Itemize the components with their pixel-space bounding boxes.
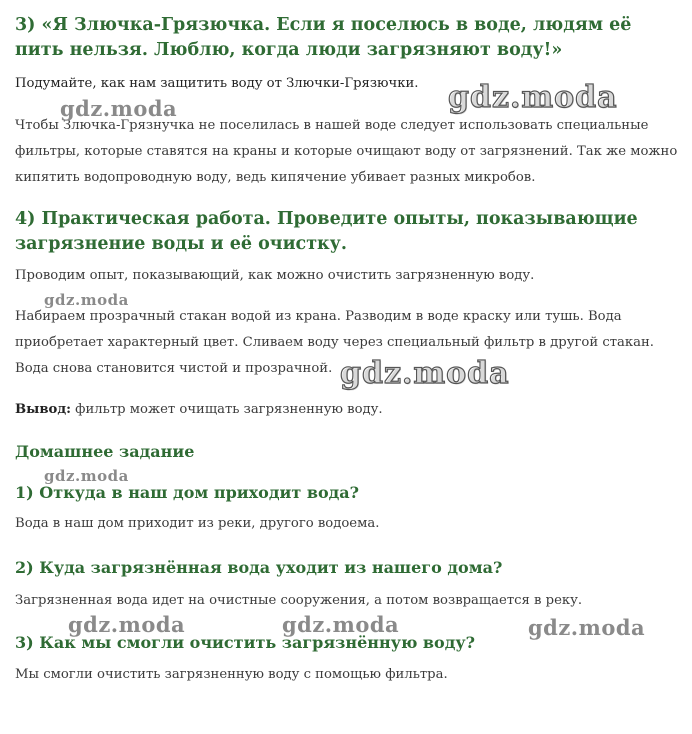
watermark-logo: gdz.moda bbox=[68, 612, 186, 637]
homework-a3: Мы смогли очистить загрязненную воду с помощью фильтра. bbox=[15, 667, 448, 682]
section-3-question: Подумайте, как нам защитить воду от Злючки-Грязючки. bbox=[15, 76, 419, 91]
section-4-intro: Проводим опыт, показывающий, как можно очистить загрязненную воду. bbox=[15, 268, 535, 283]
homework-a2: Загрязненная вода идет на очистные сооружения, а потом возвращается в реку. bbox=[15, 593, 583, 608]
homework-q1: 1) Откуда в наш дом приходит вода? bbox=[15, 483, 360, 502]
watermark-logo: gdz.moda bbox=[528, 615, 646, 640]
conclusion-text: фильтр может очищать загрязненную воду. bbox=[70, 402, 383, 417]
section-4-conclusion bbox=[15, 397, 680, 423]
section-3-answer: Чтобы Злючка-Грязнучка не поселилась в нашей воде следует использовать специальные фильтры, которые ставятся на краны и которые очищают воду от загрязнений. Так же можно кипятить водопроводную воду, ведь кипячение убивает разных микробов. bbox=[15, 118, 678, 185]
watermark-logo: gdz.moda bbox=[44, 467, 129, 485]
watermark-logo: gdz.moda bbox=[44, 291, 129, 309]
homework-a1: Вода в наш дом приходит из реки, другого водоема. bbox=[15, 516, 380, 531]
watermark-logo: gdz.moda bbox=[448, 80, 618, 115]
homework-q2: 2) Куда загрязнённая вода уходит из нашего дома? bbox=[15, 558, 503, 577]
watermark-logo: gdz.moda bbox=[60, 96, 178, 121]
homework-title: Домашнее задание bbox=[15, 442, 195, 461]
watermark-logo: gdz.moda bbox=[282, 612, 400, 637]
section-4-body: Набираем прозрачный стакан водой из крана. Разводим в воде краску или тушь. Вода приобретает характерный цвет. Сливаем воду через специальный фильтр в другой стакан. Вода снова становится чистой и прозрачной. bbox=[15, 309, 654, 376]
section-3-heading: 3) «Я Злючка-Грязючка. Если я поселюсь в воде, людям её пить нельзя. Люблю, когда люди загрязняют воду!» bbox=[15, 15, 632, 60]
watermark-logo: gdz.moda bbox=[340, 356, 510, 391]
homework-q3: 3) Как мы смогли очистить загрязнённую воду? bbox=[15, 633, 475, 652]
conclusion-label: Вывод: bbox=[15, 402, 71, 417]
section-4-heading: 4) Практическая работа. Проведите опыты, показывающие загрязнение воды и её очистку. bbox=[15, 209, 638, 254]
